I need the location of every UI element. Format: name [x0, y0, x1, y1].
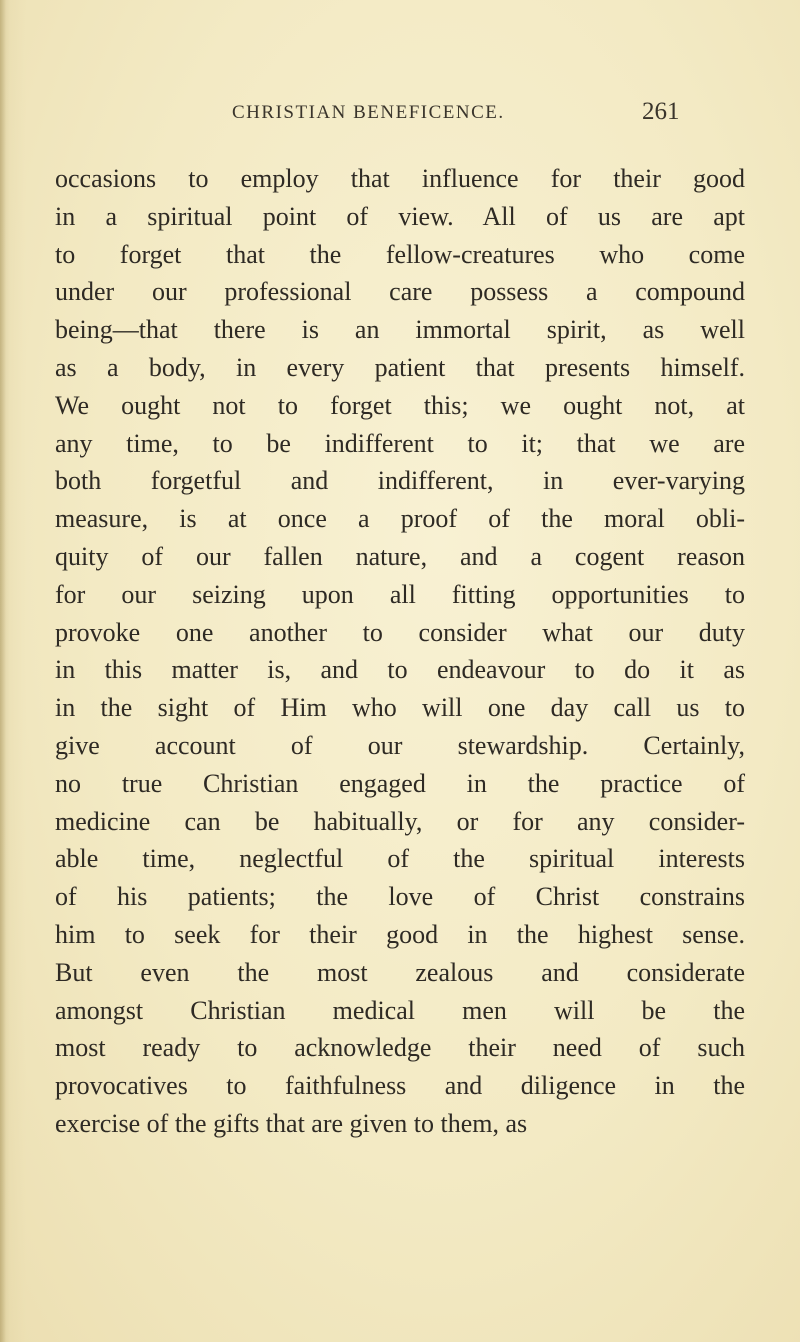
text-line: any time, to be indifferent to it; that we are: [55, 428, 745, 458]
text-line: provoke one another to consider what our duty: [55, 617, 745, 647]
text-line: quity of our fallen nature, and a cogent reason: [55, 541, 745, 571]
text-line: occasions to employ that influence for their good: [55, 164, 745, 193]
text-line: give account of our stewardship. Certainly,: [55, 730, 745, 760]
running-title: CHRISTIAN BENEFICENCE.: [232, 102, 505, 123]
text-line: But even the most zealous and considerate: [55, 957, 745, 987]
text-line: him to seek for their good in the highest sense.: [55, 919, 745, 949]
text-line: We ought not to forget this; we ought not, at: [55, 390, 745, 420]
text-line: amongst Christian medical men will be the: [55, 995, 745, 1025]
body-text: [55, 160, 745, 1143]
text-line: provocatives to faithfulness and diligence in the: [55, 1071, 745, 1101]
text-line: no true Christian engaged in the practice of: [55, 768, 745, 798]
text-line: being—that there is an immortal spirit, as well: [55, 315, 745, 345]
text-line: exercise of the gifts that are given to them, as: [55, 1108, 528, 1138]
text-line: to forget that the fellow-creatures who come: [55, 239, 745, 269]
text-line: measure, is at once a proof of the moral obli-: [55, 504, 745, 534]
text-line: in a spiritual point of view. All of us are apt: [55, 201, 745, 231]
text-line: in the sight of Him who will one day call us to: [55, 693, 745, 723]
text-line: for our seizing upon all fitting opportunities to: [55, 579, 745, 609]
text-line: able time, neglectful of the spiritual interests: [55, 844, 745, 874]
page-number: 261: [642, 98, 680, 125]
page-gutter-shadow: [0, 0, 6, 1342]
text-line: of his patients; the love of Christ constrains: [55, 882, 745, 912]
text-line: medicine can be habitually, or for any consider-: [55, 806, 745, 836]
text-line: in this matter is, and to endeavour to do it as: [55, 655, 745, 685]
text-line: both forgetful and indifferent, in ever-varying: [55, 466, 745, 496]
text-line: most ready to acknowledge their need of such: [55, 1033, 745, 1063]
running-head: [232, 98, 680, 128]
text-line: as a body, in every patient that presents himself.: [55, 352, 745, 382]
text-line: under our professional care possess a compound: [55, 277, 745, 307]
